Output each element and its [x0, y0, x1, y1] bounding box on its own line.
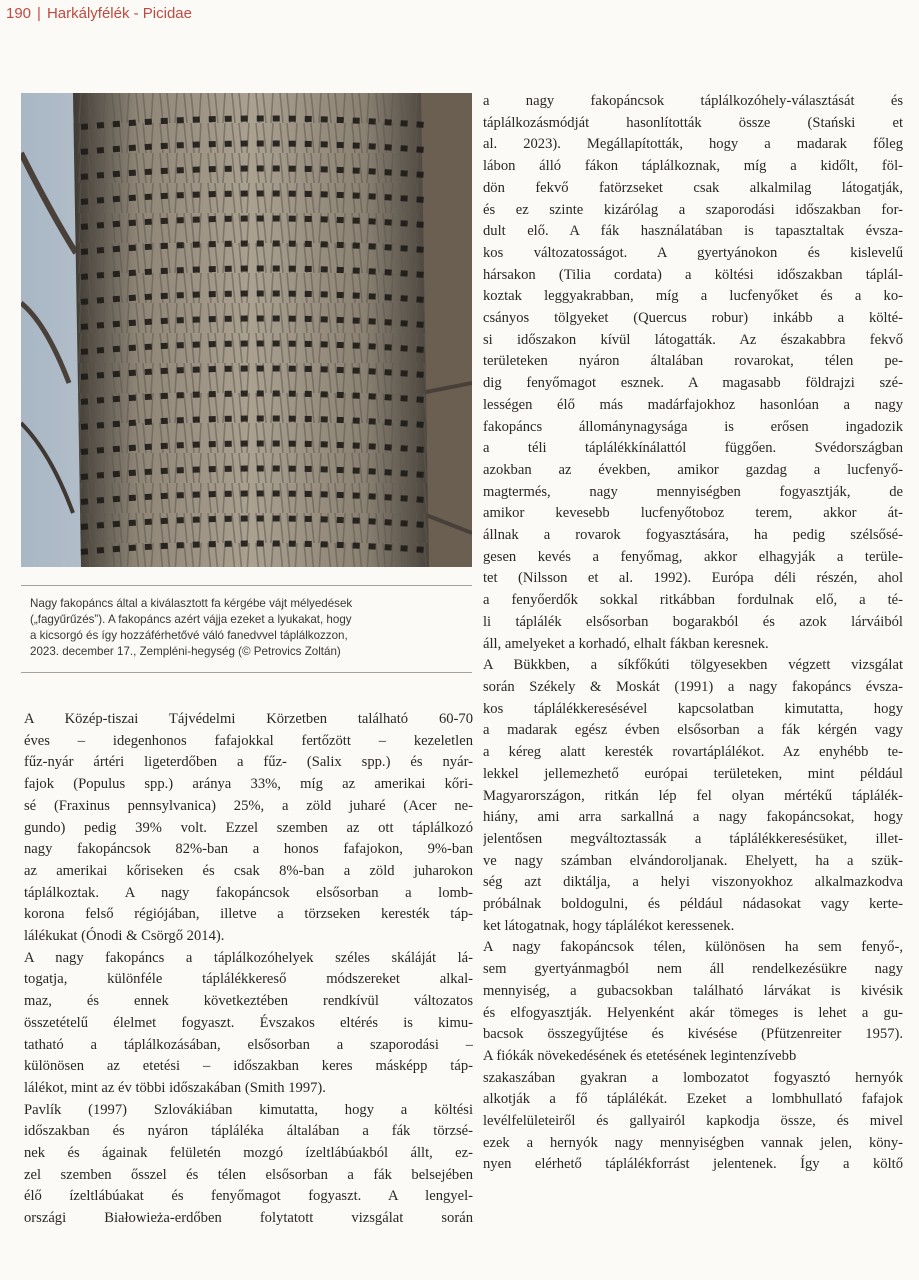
text-line: ve nagy számban elvándoroljanak. Ehelyett, ha a szük-	[483, 852, 903, 869]
text-line: A nagy fakopáncs a táplálkozóhelyek széles skáláját lá-	[24, 949, 473, 966]
text-line: si időszakon kívül látogatták. Az északabbra fekvő	[483, 331, 903, 348]
text-line: A Bükkben, a síkfőkúti tölgyesekben végzett vizsgálat	[483, 657, 903, 674]
section-title: Harkályfélék - Picidae	[46, 5, 192, 22]
left-text-column	[24, 709, 473, 1230]
text-line: al. 2023). Megállapították, hogy a madarak főleg	[483, 136, 903, 153]
text-line: a kéreg alatt keresték rovartáplálékot. Az enyhébb te-	[483, 744, 903, 761]
text-line: Pavlík (1997) Szlovákiában kimutatta, hogy a költési	[24, 1101, 473, 1118]
text-line: gundo) pedig 39% volt. Ezzel szemben az ott táplálkozó	[24, 819, 473, 836]
text-line: ezek a hernyók nagy mennyiségben vannak jelen, köny-	[483, 1134, 903, 1151]
text-line: azokban az években, amikor gazdag a lucfenyő-	[483, 461, 903, 478]
text-line: A nagy fakopáncsok télen, különösen ha sem fenyő-,	[483, 939, 903, 956]
text-line: állnak a rovarok fogyasztására, ha pedig szélsősé-	[483, 527, 903, 544]
text-line: táplálkoztak. A nagy fakopáncsok elsősorban a lomb-	[24, 884, 473, 901]
text-line: lességen élő más madárfajokhoz hasonlóan a nagy	[483, 396, 903, 413]
text-line: áll, amelyeket a korhadó, elhalt fákban keresnek.	[483, 635, 769, 652]
text-line: zel szemben ősszel és télen elsősorban a fák belsejében	[24, 1166, 473, 1183]
text-line: alkotják a fő táplálékát. Ezeket a lombhullató fafajok	[483, 1091, 903, 1108]
right-text-column	[483, 91, 903, 1176]
text-line: magtermés, nagy mennyiségben fogyasztják, de	[483, 483, 903, 500]
text-line: A fiókák növekedésének és etetésének legintenzívebb	[483, 1047, 797, 1064]
text-line: ség azt diktálja, a helyi viszonyokhoz alkalmazkodva	[483, 874, 903, 891]
text-line: sé (Fraxinus pennsylvanica) 25%, a zöld juharé (Acer ne-	[24, 797, 473, 814]
text-line: li táplálék elsősorban bogarakból és azok lárváiból	[483, 613, 903, 630]
text-line: hiány, ami arra sarkallná a nagy fakopáncsokat, hogy	[483, 809, 903, 826]
text-line: korona felső régiójában, illetve a törzseken keresték táp-	[24, 906, 473, 923]
text-line: amikor kevesebb lucfenyőtoboz terem, akkor át-	[483, 505, 903, 522]
text-line: mennyiség, a gubacsokban található lárvákat is kivésik	[483, 982, 903, 999]
text-line: szakaszában gyakran a lombozatot fogyasztó hernyók	[483, 1069, 903, 1086]
caption-line: („fagyűrűzés”). A fakopáncs azért vájja ezeket a lyukakat, hogy	[30, 613, 352, 626]
text-line: levélfelületeiről és gallyairól kapkodja össze, és mivel	[483, 1113, 903, 1130]
text-line: összetételű élelmet fogyaszt. Évszakos eltérés is kimu-	[24, 1014, 473, 1031]
text-line: a nagy fakopáncsok táplálkozóhely-választását és	[483, 93, 903, 109]
text-line: éves – idegenhonos fafajokkal fertőzött – kezeletlen	[24, 732, 473, 749]
text-line: tet (Nilsson et al. 1992). Európa déli részén, ahol	[483, 570, 903, 587]
text-line: nyen elérhető táplálékforrást jelentenek. Így a költő	[483, 1156, 903, 1173]
text-line: fakopáncs állománynagysága is erősen ingadozik	[483, 418, 903, 435]
caption-line: a kicsorgó és így hozzáférhetővé váló fanedvvel táplálkozzon,	[30, 629, 348, 642]
text-line: időszakban és nyáron tápláléka általában a fák törzsé-	[24, 1123, 473, 1140]
text-line: a madarak egész évben elsősorban a fák kérgén vagy	[483, 722, 903, 739]
text-line: dig fenyőmagot esznek. A magasabb földrajzi szé-	[483, 375, 903, 392]
text-line: próbálnak boldogulni, és például nádasokat vagy kerte-	[483, 896, 903, 913]
tree-bark-photo	[21, 93, 472, 567]
text-line: kos változatosságot. A gyertyánokon és kislevelű	[483, 244, 903, 261]
text-line: kos táplálékkeresésével kapcsolatban kimutatta, hogy	[483, 700, 903, 717]
caption-top-rule	[21, 585, 472, 586]
text-line: fajok (Populus spp.) aránya 33%, míg az amerikai kőri-	[24, 776, 473, 793]
text-line: és elfogyasztják. Helyenként akár tömeges is lehet a gu-	[483, 1004, 903, 1021]
text-line: Magyarországon, ritkán lép fel olyan mértékű táplálék-	[483, 787, 903, 804]
page-number: 190	[6, 5, 32, 22]
text-line: lálékot, mint az év többi időszakában (Smith 1997).	[24, 1079, 326, 1096]
caption-line: 2023. december 17., Zempléni-hegység (© Petrovics Zoltán)	[30, 645, 341, 658]
text-line: területeken nyáron általában rovarokat, télen pe-	[483, 353, 903, 370]
text-line: nek és ágainak felületén mozgó ízeltlábúakból állt, ez-	[24, 1145, 473, 1162]
text-line: élő ízeltlábúakat és fenyőmagot fogyaszt. A lengyel-	[24, 1188, 473, 1205]
text-line: tatható a táplálkozásában, elsősorban a szaporodási –	[24, 1036, 473, 1053]
text-line: gesen kevés a fenyőmag, akkor elhagyják a terüle-	[483, 548, 903, 565]
text-line: a fenyőerdők sokkal ritkábban fordulnak elő, a té-	[483, 592, 903, 609]
text-line: hársakon (Tilia cordata) a költési időszakban táplál-	[483, 266, 903, 283]
text-line: a téli táplálékkínálattól függően. Svédországban	[483, 440, 903, 457]
text-line: ket látogatnak, hogy táplálékot keressenek.	[483, 917, 735, 934]
text-line: lekkel jellemezhető európai területeken, mint például	[483, 765, 903, 782]
caption-bottom-rule	[21, 672, 472, 673]
text-line: lábon álló fákon táplálkoznak, míg a kidőlt, föl-	[483, 158, 903, 175]
text-line: lálékukat (Ónodi & Csörgő 2014).	[24, 928, 225, 945]
text-line: nagy fakopáncsok 82%-ban a honos fafajokon, 9%-ban	[24, 841, 473, 858]
text-line: országi Białowieża-erdőben folytatott vizsgálat során	[24, 1210, 473, 1227]
text-line: fűz-nyár ártéri ligeterdőben a fűz- (Salix spp.) és nyár-	[24, 754, 473, 771]
text-line: táplálkozásmódját hasonlították össze (Stański et	[483, 114, 903, 131]
text-line: bacsok összegyűjtése és kivésése (Pfützenreiter 1957).	[483, 1026, 903, 1043]
text-line: az amerikai kőriseken és csak 8%-ban a zöld juharokon	[24, 862, 473, 879]
figure-caption	[30, 596, 470, 660]
text-line: togatja, különféle táplálékkereső módszereket alkal-	[24, 971, 473, 988]
text-line: során Székely & Moskát (1991) a nagy fakopáncs évsza-	[483, 678, 903, 695]
text-line: és ez szinte kizárólag a szaporodási időszakban for-	[483, 201, 903, 218]
caption-line: Nagy fakopáncs által a kiválasztott fa kérgébe vájt mélyedések	[30, 597, 353, 610]
text-line: sem gyertyánmagból nem áll rendelkezésükre nagy	[483, 961, 903, 978]
text-line: dön fekvő fatörzseket csak alkalmilag látogatják,	[483, 179, 903, 196]
text-line: csányos tölgyeket (Quercus robur) inkább a költé-	[483, 310, 903, 327]
header-separator: |	[37, 5, 41, 22]
text-line: koztak leggyakrabban, míg a lucfenyőket és a ko-	[483, 288, 903, 305]
text-line: dult elő. A fák használatában is tapasztaltak évsza-	[483, 223, 903, 240]
running-header	[6, 5, 192, 22]
text-line: jelentősen megváltoztassák a táplálékkeresésüket, illet-	[483, 830, 903, 847]
text-line: különösen az etetési – időszakban keres másképp táp-	[24, 1058, 473, 1075]
text-line: A Közép-tiszai Tájvédelmi Körzetben található 60-70	[24, 711, 473, 727]
text-line: maz, és ennek következtében rendkívül változatos	[24, 993, 473, 1010]
